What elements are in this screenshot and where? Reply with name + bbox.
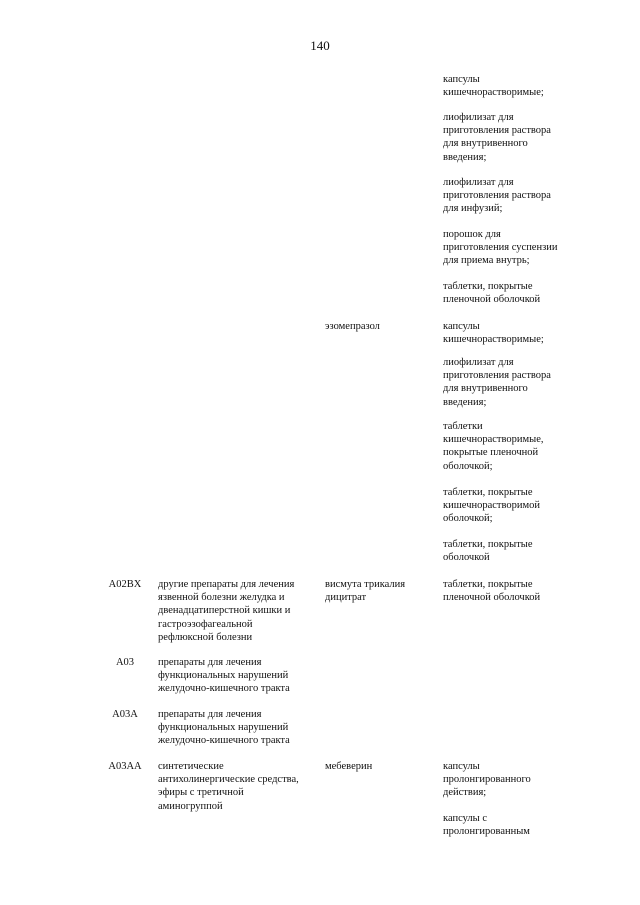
dosage-form: капсулы кишечнорастворимые; — [443, 321, 544, 346]
atc-code: A03 — [115, 657, 135, 668]
drug-inn: эзомепразол — [325, 321, 380, 332]
atc-code: A03AA — [108, 761, 142, 772]
page-number: 140 — [310, 38, 330, 53]
drug-inn: мебеверин — [325, 761, 373, 772]
dosage-form: таблетки кишечнорастворимые, покрытые пленочной оболочкой; — [443, 421, 544, 472]
drug-inn: висмута трикалия дицитрат — [325, 579, 406, 604]
atc-group-name: другие препараты для лечения язвенной болезни желудка и двенадцатиперстной кишки и гастроэзофагеальной рефлюксной болезни — [158, 579, 295, 643]
dosage-form: лиофилизат для приготовления раствора для инфузий; — [443, 177, 551, 215]
atc-group-name: препараты для лечения функциональных нарушений желудочно-кишечного тракта — [158, 709, 290, 747]
atc-code: A02BX — [108, 579, 142, 590]
dosage-form: лиофилизат для приготовления раствора для внутривенного введения; — [443, 357, 551, 408]
dosage-form: капсулы с пролонгированным — [443, 813, 530, 838]
dosage-form: таблетки, покрытые пленочной оболочкой — [443, 281, 541, 306]
dosage-form: капсулы пролонгированного действия; — [443, 761, 531, 799]
dosage-form: порошок для приготовления суспензии для приема внутрь; — [443, 229, 558, 267]
dosage-form: таблетки, покрытые кишечнорастворимой оболочкой; — [443, 487, 541, 525]
dosage-form: лиофилизат для приготовления раствора для внутривенного введения; — [443, 112, 551, 163]
dosage-form: таблетки, покрытые оболочкой — [443, 539, 533, 564]
atc-group-name: препараты для лечения функциональных нарушений желудочно-кишечного тракта — [158, 657, 290, 695]
atc-group-name: синтетические антихолинергические средства, эфиры с третичной аминогруппой — [158, 761, 299, 812]
dosage-form: таблетки, покрытые пленочной оболочкой — [443, 579, 541, 604]
dosage-form: капсулы кишечнорастворимые; — [443, 74, 544, 99]
atc-code: A03A — [112, 709, 138, 720]
